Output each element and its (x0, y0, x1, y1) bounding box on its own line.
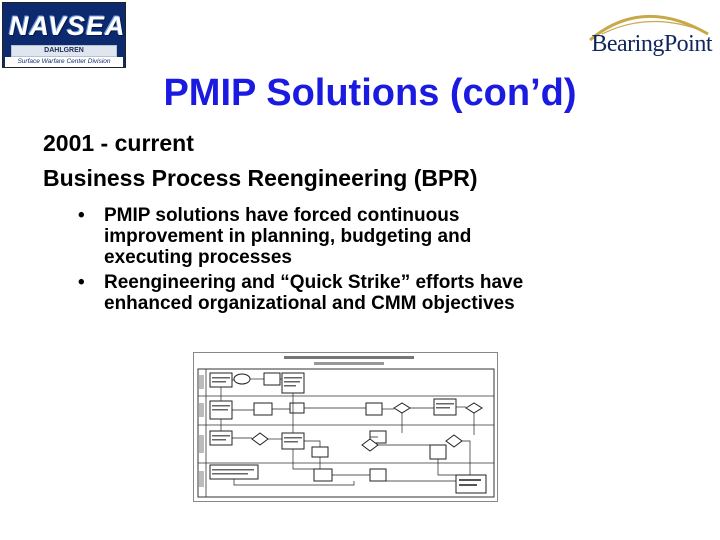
bullet-dot-icon: • (78, 205, 85, 226)
process-flow-diagram (193, 352, 498, 502)
subtitle-line-1: 2001 - current (43, 130, 194, 156)
bullet-line: PMIP solutions have forced continuous (104, 205, 460, 226)
bullet-dot-icon: • (78, 272, 85, 293)
bullet-line: enhanced organizational and CMM objectives (104, 293, 515, 314)
subtitle-line-2: Business Process Reengineering (BPR) (43, 165, 478, 191)
navsea-subtitle: Surface Warfare Center Division (5, 57, 123, 67)
bullet-line: Reengineering and “Quick Strike” efforts have (104, 272, 524, 293)
bullet-list (78, 205, 698, 318)
bullet-item (78, 205, 698, 268)
navsea-logo (2, 2, 126, 68)
bearingpoint-logo (572, 4, 712, 60)
navsea-wordmark: NAVSEA (9, 11, 126, 41)
bullet-line: executing processes (104, 247, 292, 268)
navsea-band: DAHLGREN (11, 45, 117, 57)
slide-title: PMIP Solutions (con’d) (163, 72, 577, 114)
bearingpoint-wordmark: BearingPoint (591, 31, 712, 57)
bullet-line: improvement in planning, budgeting and (104, 226, 472, 247)
bullet-item (78, 272, 698, 314)
